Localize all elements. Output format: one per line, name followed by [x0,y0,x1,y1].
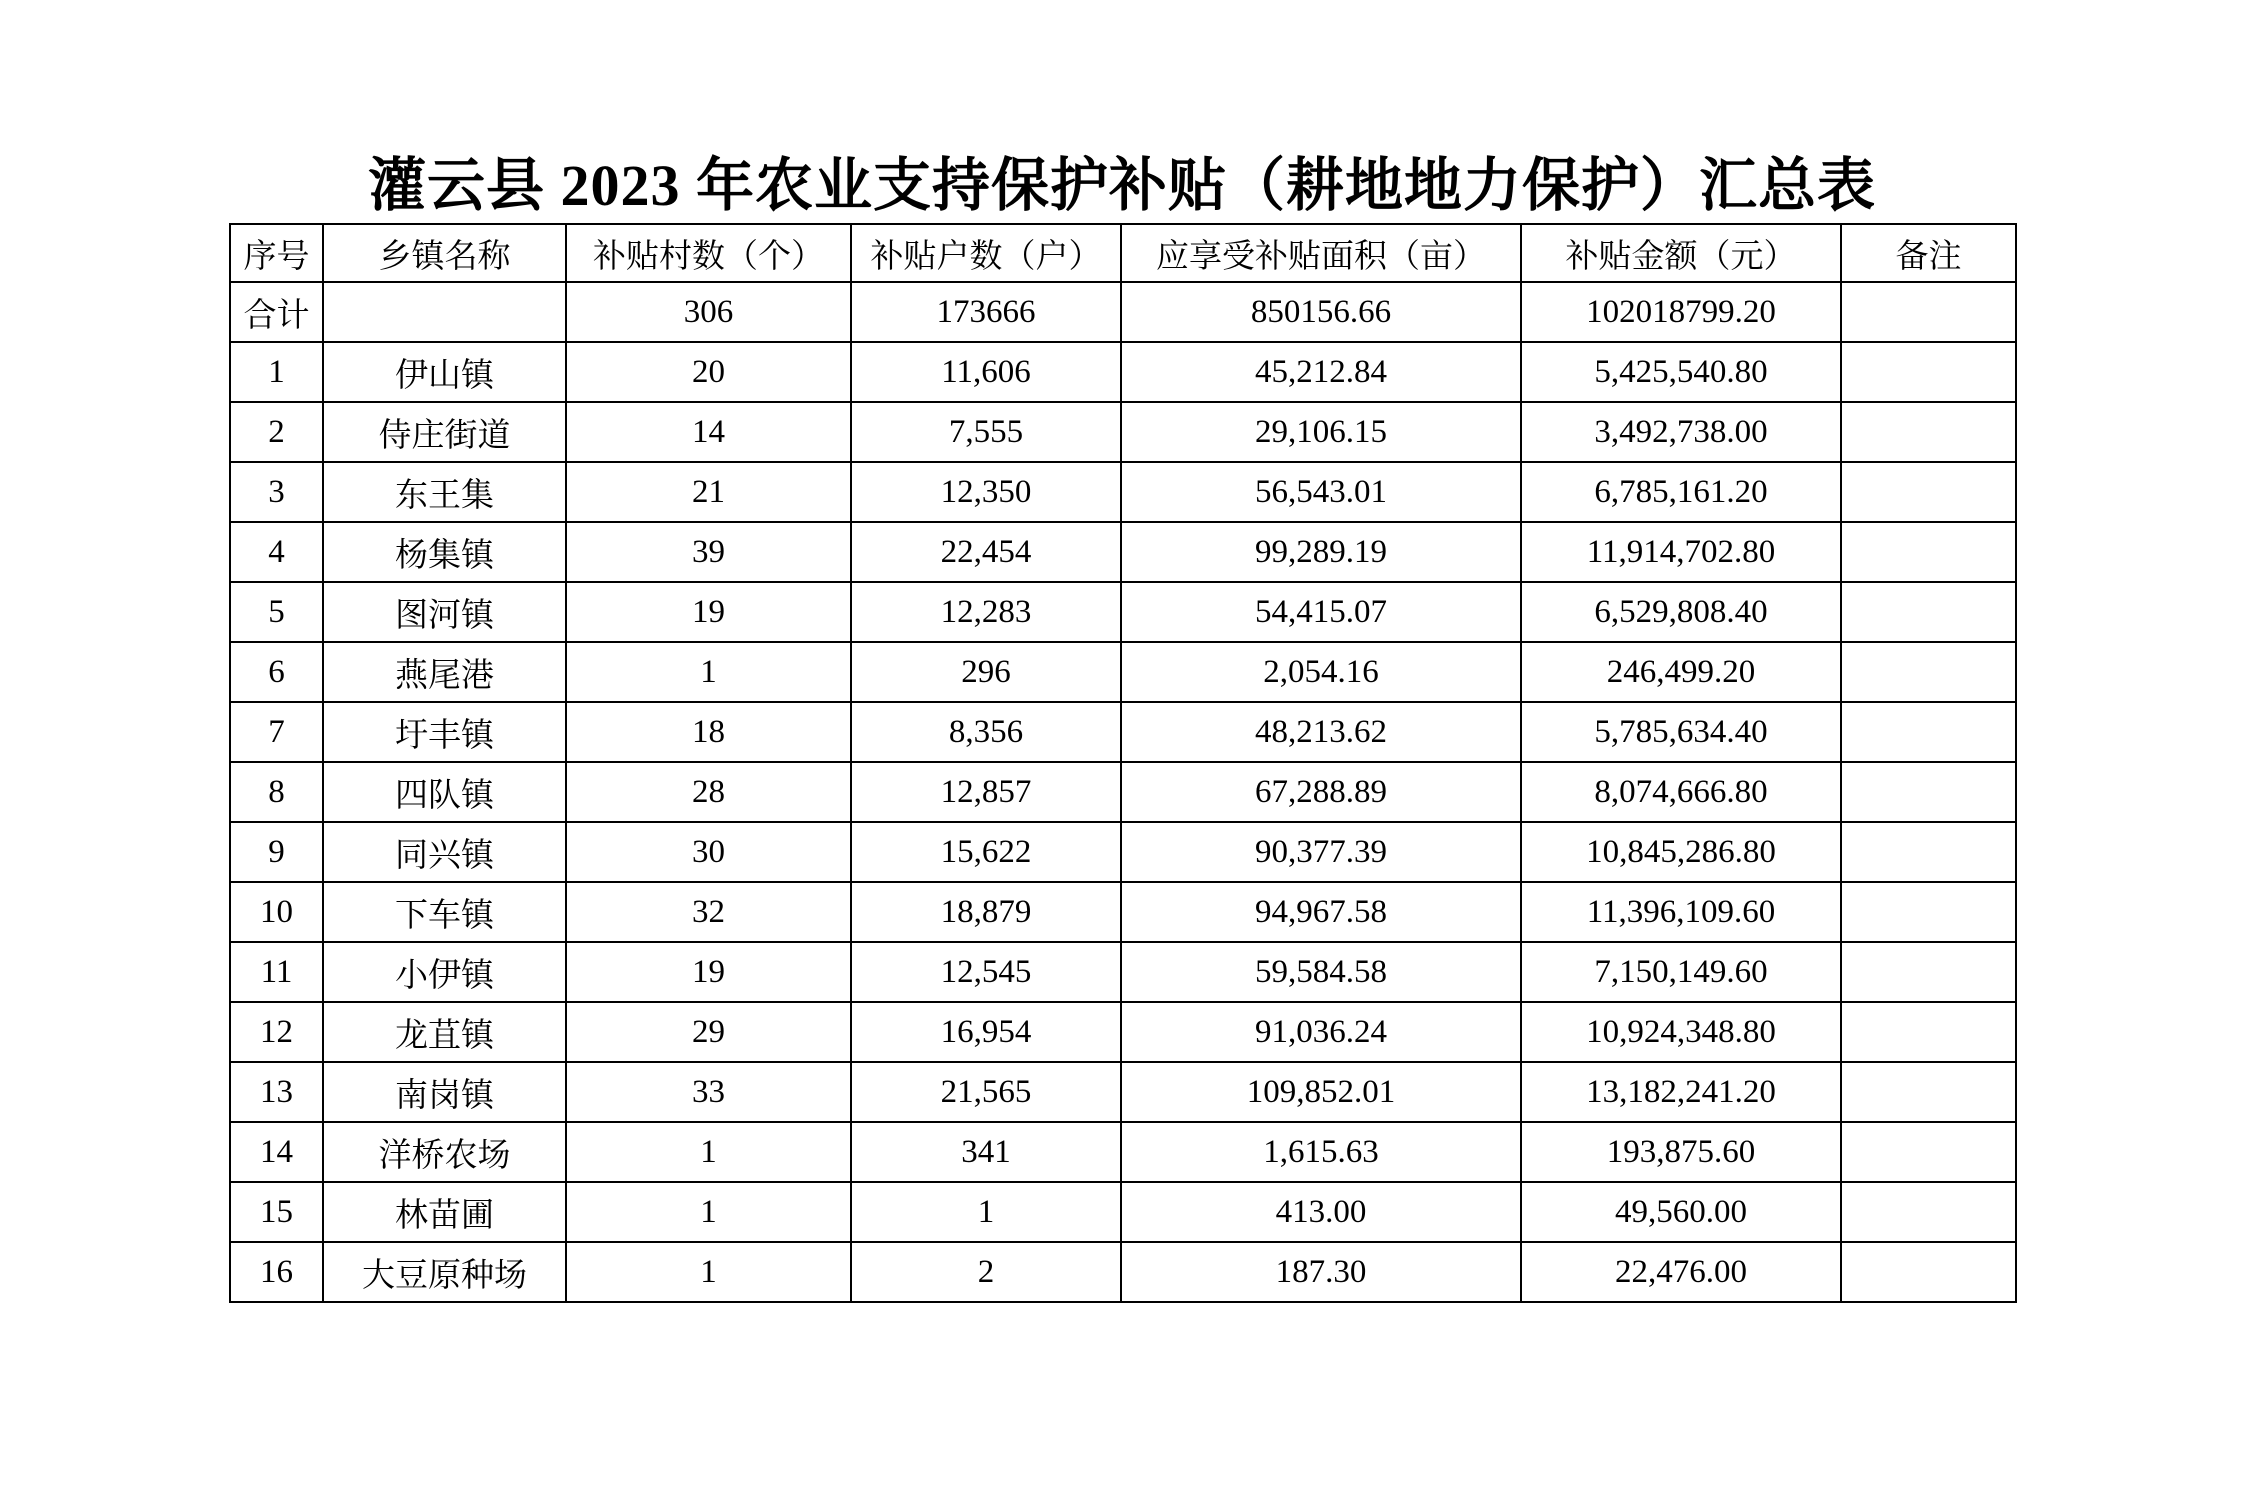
cell-seq: 14 [230,1122,323,1182]
cell-remark [1841,702,2016,762]
cell-township: 龙苴镇 [323,1002,566,1062]
cell-households: 12,350 [851,462,1121,522]
row-3 [230,462,2016,522]
cell-villages: 306 [566,282,851,342]
cell-seq: 15 [230,1182,323,1242]
cell-villages: 32 [566,882,851,942]
row-11 [230,942,2016,1002]
cell-amount: 10,845,286.80 [1521,822,1841,882]
cell-households: 296 [851,642,1121,702]
row-8 [230,762,2016,822]
cell-amount: 193,875.60 [1521,1122,1841,1182]
row-15 [230,1182,2016,1242]
cell-households: 2 [851,1242,1121,1302]
cell-households: 8,356 [851,702,1121,762]
cell-households: 18,879 [851,882,1121,942]
cell-seq: 2 [230,402,323,462]
cell-township: 小伊镇 [323,942,566,1002]
row-4 [230,522,2016,582]
cell-area: 45,212.84 [1121,342,1521,402]
cell-seq: 3 [230,462,323,522]
cell-seq: 9 [230,822,323,882]
cell-area: 91,036.24 [1121,1002,1521,1062]
table-body [230,282,2016,1302]
cell-villages: 33 [566,1062,851,1122]
cell-amount: 13,182,241.20 [1521,1062,1841,1122]
cell-area: 67,288.89 [1121,762,1521,822]
cell-area: 187.30 [1121,1242,1521,1302]
cell-area: 29,106.15 [1121,402,1521,462]
cell-households: 11,606 [851,342,1121,402]
cell-villages: 20 [566,342,851,402]
cell-area: 2,054.16 [1121,642,1521,702]
row-16 [230,1242,2016,1302]
cell-area: 850156.66 [1121,282,1521,342]
cell-remark [1841,342,2016,402]
cell-remark [1841,402,2016,462]
col-header-township: 乡镇名称 [323,224,566,282]
cell-seq: 6 [230,642,323,702]
cell-township: 林苗圃 [323,1182,566,1242]
cell-remark [1841,1242,2016,1302]
cell-area: 56,543.01 [1121,462,1521,522]
cell-remark [1841,462,2016,522]
cell-township: 下车镇 [323,882,566,942]
cell-township: 四队镇 [323,762,566,822]
cell-area: 90,377.39 [1121,822,1521,882]
row-9 [230,822,2016,882]
cell-remark [1841,882,2016,942]
cell-villages: 1 [566,1182,851,1242]
row-13 [230,1062,2016,1122]
cell-seq: 11 [230,942,323,1002]
cell-area: 54,415.07 [1121,582,1521,642]
cell-seq: 1 [230,342,323,402]
cell-seq: 8 [230,762,323,822]
row-10 [230,882,2016,942]
col-header-households: 补贴户数（户） [851,224,1121,282]
cell-area: 59,584.58 [1121,942,1521,1002]
cell-amount: 102018799.20 [1521,282,1841,342]
page-title: 灌云县 2023 年农业支持保护补贴（耕地地力保护）汇总表 [367,153,1876,218]
cell-households: 12,857 [851,762,1121,822]
cell-villages: 28 [566,762,851,822]
cell-remark [1841,1182,2016,1242]
cell-villages: 21 [566,462,851,522]
col-header-remark: 备注 [1841,224,2016,282]
cell-households: 7,555 [851,402,1121,462]
cell-households: 173666 [851,282,1121,342]
cell-households: 12,545 [851,942,1121,1002]
table-header [230,224,2016,282]
cell-area: 109,852.01 [1121,1062,1521,1122]
cell-households: 15,622 [851,822,1121,882]
cell-seq: 合计 [230,282,323,342]
col-header-amount: 补贴金额（元） [1521,224,1841,282]
row-2 [230,402,2016,462]
cell-remark [1841,942,2016,1002]
cell-remark [1841,1122,2016,1182]
cell-remark [1841,762,2016,822]
cell-villages: 18 [566,702,851,762]
cell-seq: 7 [230,702,323,762]
cell-amount: 5,425,540.80 [1521,342,1841,402]
cell-township: 伊山镇 [323,342,566,402]
cell-remark [1841,1002,2016,1062]
cell-area: 1,615.63 [1121,1122,1521,1182]
cell-remark [1841,1062,2016,1122]
row-14 [230,1122,2016,1182]
cell-township: 洋桥农场 [323,1122,566,1182]
subsidy-summary-table [229,223,2017,1303]
header-row [230,224,2016,282]
cell-amount: 49,560.00 [1521,1182,1841,1242]
row-1 [230,342,2016,402]
col-header-area: 应享受补贴面积（亩） [1121,224,1521,282]
cell-seq: 5 [230,582,323,642]
cell-villages: 14 [566,402,851,462]
row-7 [230,702,2016,762]
cell-township: 侍庄街道 [323,402,566,462]
cell-villages: 29 [566,1002,851,1062]
cell-remark [1841,822,2016,882]
cell-amount: 8,074,666.80 [1521,762,1841,822]
cell-amount: 246,499.20 [1521,642,1841,702]
cell-amount: 6,785,161.20 [1521,462,1841,522]
cell-remark [1841,282,2016,342]
cell-households: 12,283 [851,582,1121,642]
row-12 [230,1002,2016,1062]
row-total [230,282,2016,342]
cell-households: 1 [851,1182,1121,1242]
cell-households: 21,565 [851,1062,1121,1122]
cell-villages: 30 [566,822,851,882]
cell-township: 圩丰镇 [323,702,566,762]
cell-villages: 1 [566,1242,851,1302]
cell-amount: 7,150,149.60 [1521,942,1841,1002]
cell-amount: 22,476.00 [1521,1242,1841,1302]
cell-remark [1841,582,2016,642]
cell-villages: 19 [566,942,851,1002]
cell-township: 南岗镇 [323,1062,566,1122]
row-6 [230,642,2016,702]
cell-township [323,282,566,342]
cell-area: 94,967.58 [1121,882,1521,942]
cell-seq: 12 [230,1002,323,1062]
cell-amount: 3,492,738.00 [1521,402,1841,462]
cell-area: 413.00 [1121,1182,1521,1242]
cell-remark [1841,522,2016,582]
cell-seq: 4 [230,522,323,582]
cell-amount: 10,924,348.80 [1521,1002,1841,1062]
cell-amount: 6,529,808.40 [1521,582,1841,642]
cell-villages: 39 [566,522,851,582]
cell-villages: 1 [566,1122,851,1182]
cell-villages: 19 [566,582,851,642]
cell-township: 图河镇 [323,582,566,642]
cell-households: 22,454 [851,522,1121,582]
cell-township: 大豆原种场 [323,1242,566,1302]
cell-amount: 5,785,634.40 [1521,702,1841,762]
cell-amount: 11,396,109.60 [1521,882,1841,942]
cell-seq: 10 [230,882,323,942]
cell-households: 16,954 [851,1002,1121,1062]
cell-villages: 1 [566,642,851,702]
cell-township: 同兴镇 [323,822,566,882]
cell-households: 341 [851,1122,1121,1182]
row-5 [230,582,2016,642]
cell-area: 99,289.19 [1121,522,1521,582]
cell-township: 杨集镇 [323,522,566,582]
col-header-villages: 补贴村数（个） [566,224,851,282]
cell-township: 燕尾港 [323,642,566,702]
cell-remark [1841,642,2016,702]
cell-seq: 13 [230,1062,323,1122]
cell-amount: 11,914,702.80 [1521,522,1841,582]
col-header-seq: 序号 [230,224,323,282]
cell-seq: 16 [230,1242,323,1302]
cell-area: 48,213.62 [1121,702,1521,762]
cell-township: 东王集 [323,462,566,522]
